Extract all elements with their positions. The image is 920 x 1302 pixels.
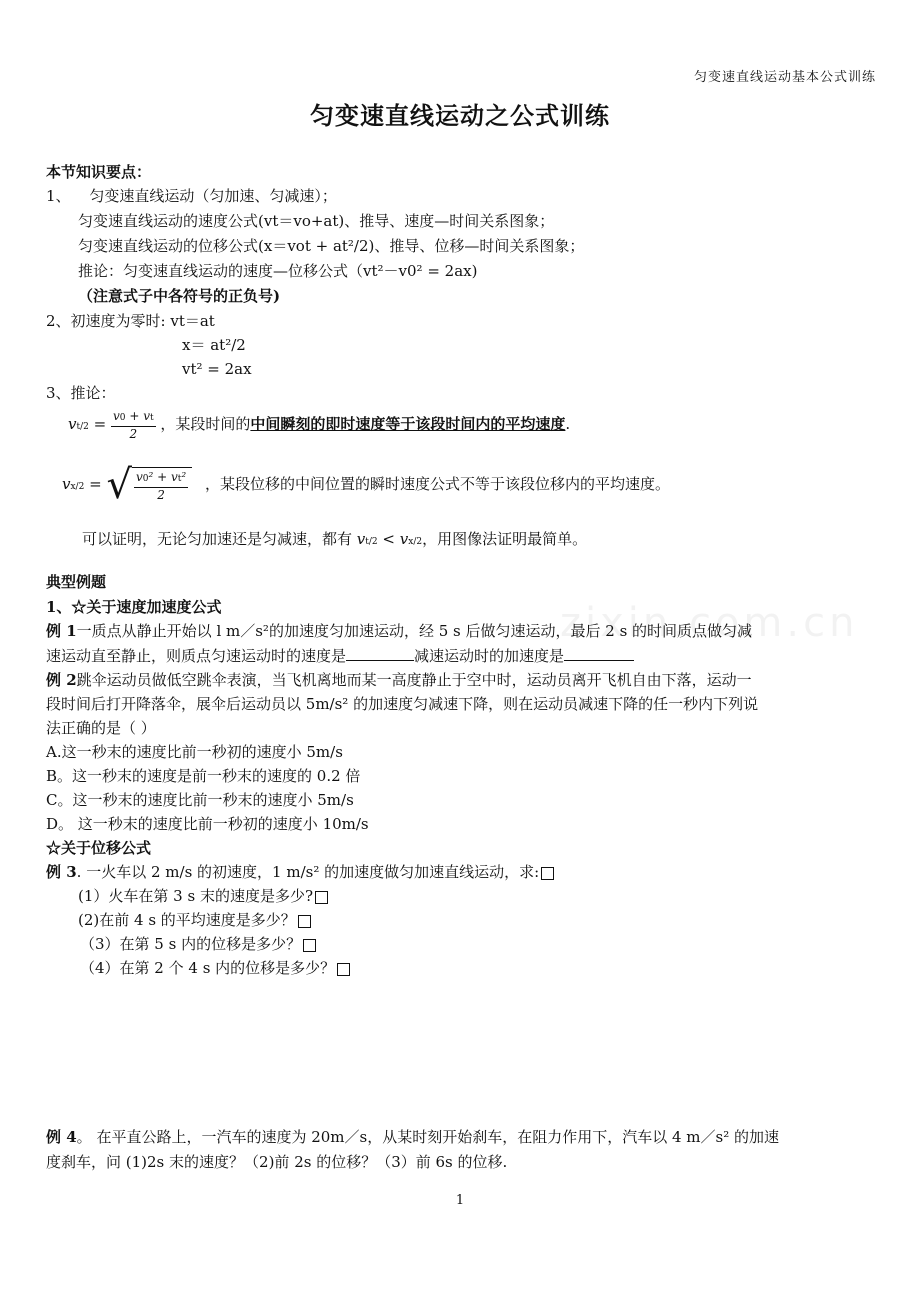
example-2-line-2: 段时间后打开降落伞，展伞后运动员以 5m/s² 的加速度匀减速下降，则在运动员减速下降的任一秒内下列说 xyxy=(46,695,759,713)
subsection-displacement: ☆关于位移公式 xyxy=(46,839,152,857)
mid-time-velocity-formula: vt/2 = $\frac{v0 + vt}{2}$ ，某段时间的中间瞬刻的即时速度等于该段时间内的平均速度. xyxy=(68,408,571,441)
mid-time-velocity-symbol: vt/2 xyxy=(68,415,89,433)
example-4-line-1: 例 4。 在平直公路上，一汽车的速度为 20m／s，从某时刻开始刹车，在阻力作用下，汽车以 4 m／s² 的加速 xyxy=(46,1128,780,1146)
option-a: A.这一秒末的速度比前一秒初的速度小 5m/s xyxy=(46,743,343,761)
example-3-question-1: (1）火车在第 3 s 末的速度是多少? xyxy=(78,886,328,906)
point-1 xyxy=(46,186,337,206)
running-header: 匀变速直线运动基本公式训练 xyxy=(693,70,876,85)
subsection-velocity: 1、☆关于速度加速度公式 xyxy=(46,598,222,616)
point-1-number: 1、 xyxy=(46,187,71,205)
option-d: D。 这一秒末的速度比前一秒初的速度小 10m/s xyxy=(46,815,369,833)
sign-note: （注意式子中各符号的正负号) xyxy=(78,287,281,305)
point-1-velocity-formula: 匀变速直线运动的速度公式(vt＝vo+at)、推导、速度—时间关系图象； xyxy=(78,212,555,230)
checkbox-icon xyxy=(303,939,316,952)
example-2-line-1: 例 2跳伞运动员做低空跳伞表演，当飞机离地而某一高度静止于空中时，运动员离开飞机自由下落，运动一 xyxy=(46,671,752,689)
example-1-line-2: 速运动直至静止，则质点匀速运动时的速度是 减速运动时的加速度是 xyxy=(46,646,634,666)
example-1-label: 例 1 xyxy=(46,622,77,640)
inequality-expression: vt/2 < vx/2 xyxy=(356,530,423,548)
example-3-line: 例 3. 一火车以 2 m/s 的初速度，1 m/s² 的加速度做匀加速直线运动，求: xyxy=(46,862,554,882)
example-2-label: 例 2 xyxy=(46,671,77,689)
answer-blank-velocity[interactable] xyxy=(346,646,414,661)
example-2-line-3: 法正确的是（ ） xyxy=(46,719,156,737)
example-3-question-4: （4）在第 2 个 4 s 内的位移是多少？ xyxy=(80,958,350,978)
examples-heading: 典型例题 xyxy=(46,573,107,591)
example-1-line-1: 例 1一质点从静止开始以 l m／s²的加速度匀加速运动，经 5 s 后做匀速运动，最后 2 s 的时间质点做匀减 xyxy=(46,622,753,640)
checkbox-icon xyxy=(315,891,328,904)
key-conclusion: 中间瞬刻的即时速度等于该段时间内的平均速度 xyxy=(250,415,566,433)
checkbox-icon xyxy=(541,867,554,880)
mid-position-velocity-formula: vx/2 = √ $\frac{\text{v0² + vt²}}{2}$ ，某段位移的中间位置的瞬时速度公式不等于该段位移内的平均速度。 xyxy=(62,462,670,508)
watermark: zixin.com.cn xyxy=(560,600,859,646)
knowledge-heading: 本节知识要点： xyxy=(46,163,152,181)
point-1-inference: 推论：匀变速直线运动的速度—位移公式（vt²－v0² = 2ax) xyxy=(78,262,478,280)
example-4-label: 例 4 xyxy=(46,1128,77,1146)
example-3-question-3: （3）在第 5 s 内的位移是多少？ xyxy=(80,934,316,954)
mid-position-velocity-symbol: vx/2 xyxy=(62,475,85,493)
point-2-line-3: vt² = 2ax xyxy=(182,360,252,378)
point-3-heading: 3、推论： xyxy=(46,384,116,402)
average-velocity-fraction: $\frac{v0 + vt}{2}$ xyxy=(113,408,154,441)
proof-note: 可以证明，无论匀加速还是匀减速，都有 vt/2 < vx/2，用图像法证明最简单。 xyxy=(82,530,588,548)
sqrt-expression: √ $\frac{\text{v0² + vt²}}{2}$ xyxy=(106,465,192,505)
option-b: B。这一秒末的速度是前一秒末的速度的 0.2 倍 xyxy=(46,767,361,785)
page-title: 匀变速直线运动之公式训练 xyxy=(310,101,610,130)
point-2-line-2: x＝ at²/2 xyxy=(182,336,246,354)
example-3-question-2: (2)在前 4 s 的平均速度是多少？ xyxy=(78,910,311,930)
answer-blank-acceleration[interactable] xyxy=(564,646,634,661)
option-c: C。这一秒末的速度比前一秒末的速度小 5m/s xyxy=(46,791,354,809)
point-1-displacement-formula: 匀变速直线运动的位移公式(x＝vot + at²/2)、推导、位移—时间关系图象； xyxy=(78,237,585,255)
example-3-label: 例 3 xyxy=(46,863,77,881)
example-4-line-2: 度刹车，问 (1)2s 末的速度？（2)前 2s 的位移？（3）前 6s 的位移. xyxy=(46,1153,508,1171)
point-2-line-1: 2、初速度为零时: vt＝at xyxy=(46,312,215,330)
checkbox-icon xyxy=(337,963,350,976)
page-number: 1 xyxy=(455,1193,465,1208)
point-1-text: 匀变速直线运动（匀加速、匀减速）； xyxy=(89,187,337,205)
checkbox-icon xyxy=(298,915,311,928)
